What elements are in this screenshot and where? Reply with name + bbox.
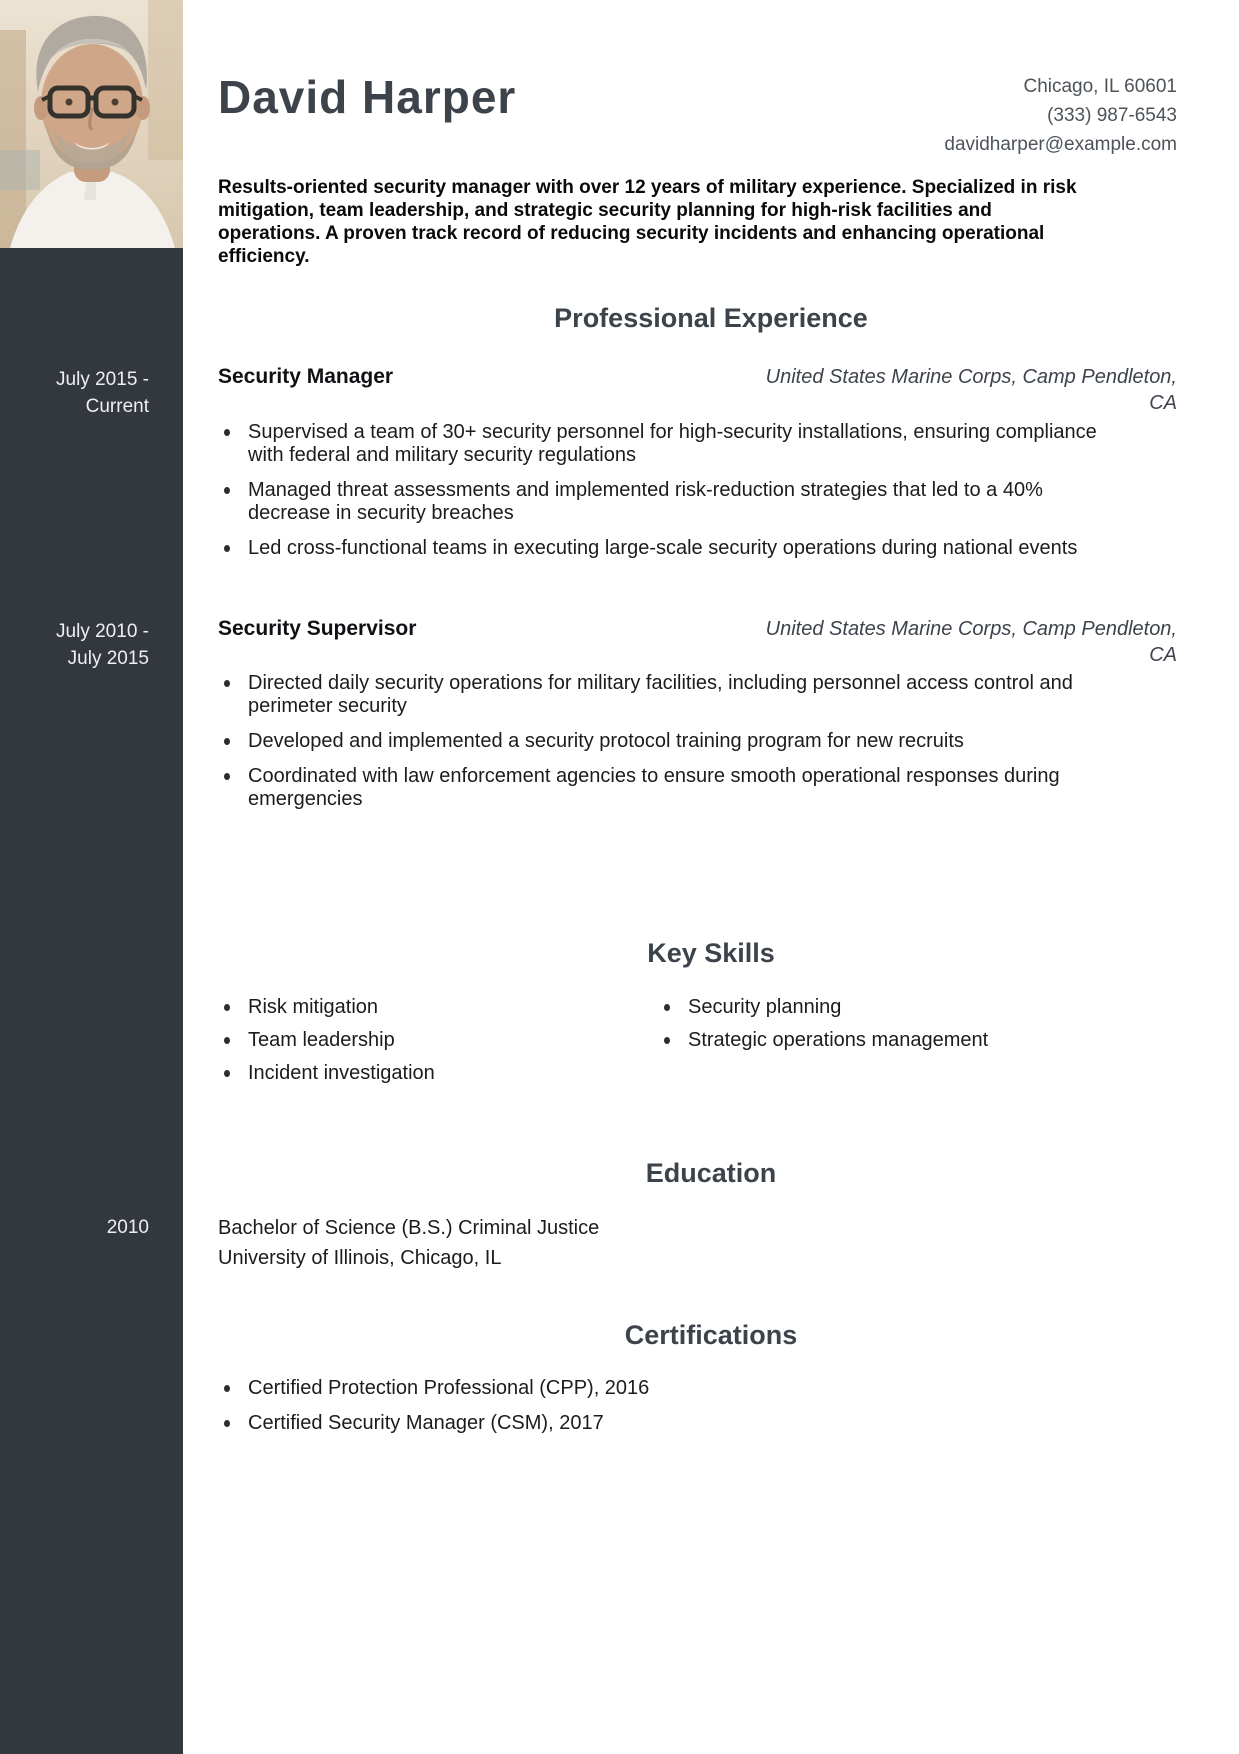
job-company-2: United States Marine Corps, Camp Pendleton, CA bbox=[765, 618, 1177, 666]
education-date: 2010 bbox=[106, 1217, 149, 1238]
contact-phone: (333) 987-6543 bbox=[1047, 105, 1177, 126]
contact-block bbox=[944, 72, 1177, 159]
job-bullets-1 bbox=[218, 421, 1098, 572]
bullet-item: Directed daily security operations for military facilities, including personnel access control and perimeter security bbox=[218, 672, 1098, 718]
skill-item: Strategic operations management bbox=[658, 1029, 1088, 1052]
contact-location: Chicago, IL 60601 bbox=[1023, 76, 1177, 97]
job-header-2 bbox=[218, 616, 1177, 668]
candidate-name: David Harper bbox=[218, 71, 517, 123]
job-bullets-2 bbox=[218, 672, 1098, 823]
bullet-item: Developed and implemented a security protocol training program for new recruits bbox=[218, 730, 1098, 753]
skill-item: Security planning bbox=[658, 996, 1088, 1019]
job-title-1: Security Manager bbox=[218, 365, 394, 388]
experience-date-range-1: July 2015 - Current bbox=[56, 369, 149, 417]
education-degree: Bachelor of Science (B.S.) Criminal Justice bbox=[218, 1217, 600, 1239]
job-company-1: United States Marine Corps, Camp Pendleton, CA bbox=[765, 366, 1177, 414]
sidebar bbox=[0, 0, 183, 1754]
certification-list bbox=[218, 1377, 1098, 1447]
skills-column-right bbox=[658, 996, 1088, 1062]
certification-item: Certified Security Manager (CSM), 2017 bbox=[218, 1412, 1098, 1435]
experience-date-range-2: July 2010 - July 2015 bbox=[56, 621, 149, 669]
section-heading-experience: Professional Experience bbox=[554, 303, 868, 333]
skill-item: Risk mitigation bbox=[218, 996, 648, 1019]
bullet-item: Supervised a team of 30+ security personnel for high-security installations, ensuring compliance with federal and military security regulations bbox=[218, 421, 1098, 467]
education-school: University of Illinois, Chicago, IL bbox=[218, 1247, 502, 1269]
section-heading-certifications: Certifications bbox=[624, 1320, 798, 1350]
skill-item: Team leadership bbox=[218, 1029, 648, 1052]
bullet-item: Coordinated with law enforcement agencies to ensure smooth operational responses during emergencies bbox=[218, 765, 1098, 811]
professional-summary: Results-oriented security manager with over 12 years of military experience. Specialized in risk mitigation, team leadership, and strategic security planning for high-risk facilities and operations. A proven track record of reducing security incidents and enhancing operational efficiency. bbox=[218, 177, 1077, 267]
skills-column-left bbox=[218, 996, 648, 1095]
section-heading-skills: Key Skills bbox=[647, 938, 775, 968]
contact-email: davidharper@example.com bbox=[944, 134, 1177, 155]
bullet-item: Managed threat assessments and implemented risk-reduction strategies that led to a 40% decrease in security breaches bbox=[218, 479, 1098, 525]
profile-photo bbox=[0, 0, 183, 248]
job-title-2: Security Supervisor bbox=[218, 617, 417, 640]
certification-item: Certified Protection Professional (CPP), 2016 bbox=[218, 1377, 1098, 1400]
section-heading-education: Education bbox=[645, 1158, 777, 1188]
job-header-1 bbox=[218, 364, 1177, 416]
education-entry bbox=[218, 1213, 599, 1273]
bullet-item: Led cross-functional teams in executing large-scale security operations during national events bbox=[218, 537, 1098, 560]
skill-item: Incident investigation bbox=[218, 1062, 648, 1085]
